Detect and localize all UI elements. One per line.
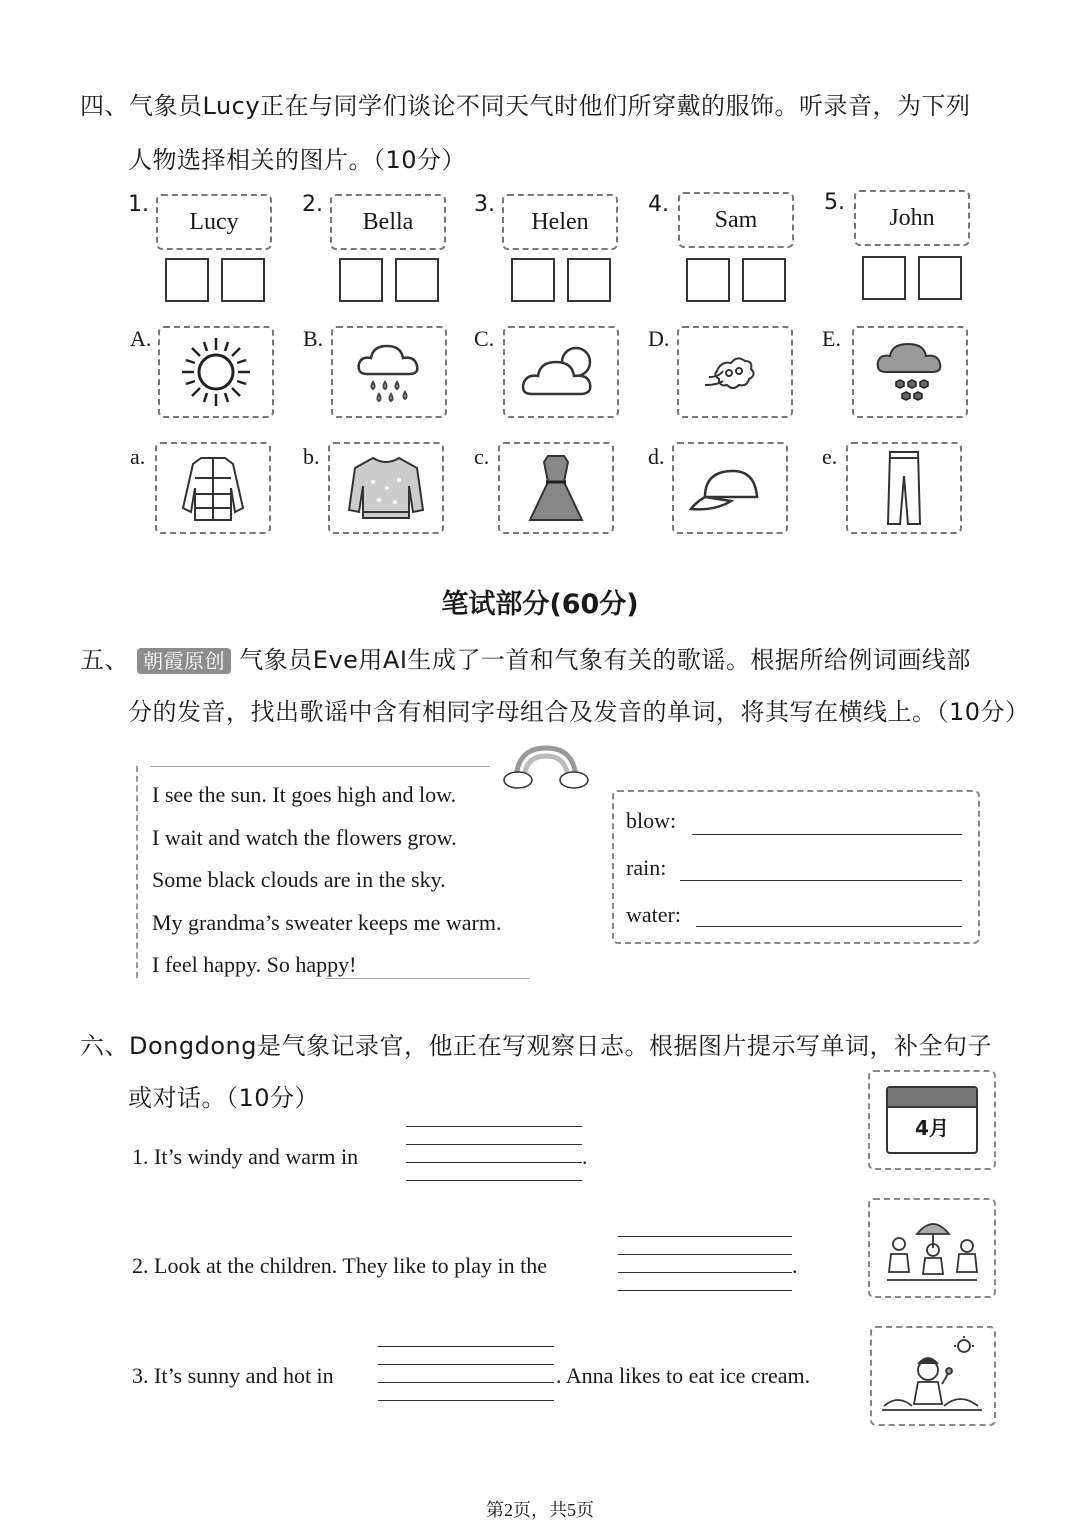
person-number: 2. xyxy=(302,192,323,217)
children-in-rain-icon xyxy=(877,1208,987,1288)
pants-icon xyxy=(874,446,934,530)
answer-box[interactable] xyxy=(511,258,555,302)
poem xyxy=(152,774,501,987)
question-3-tail: . Anna likes to eat ice cream. xyxy=(556,1363,811,1388)
clothes-option-d xyxy=(672,442,788,534)
dress-icon xyxy=(516,448,596,528)
question-3: 3. It’s sunny and hot in xyxy=(132,1363,334,1388)
poem-top-rule xyxy=(150,766,490,767)
person-number: 3. xyxy=(474,192,495,217)
summer-picture xyxy=(870,1326,996,1426)
answer-box[interactable] xyxy=(918,256,962,300)
sec5-line1: 气象员Eve用AI生成了一首和气象有关的歌谣。根据所给例词画线部 xyxy=(239,646,971,674)
answer-box[interactable] xyxy=(165,258,209,302)
sec6-num: 六、 xyxy=(80,1032,129,1060)
poem-line: I see the sun. It goes high and low. xyxy=(152,782,457,807)
answer-line[interactable] xyxy=(680,880,962,881)
girl-ice-cream-sun-icon xyxy=(878,1334,988,1418)
option-letter: d. xyxy=(648,444,665,469)
answer-box[interactable] xyxy=(567,258,611,302)
clothes-option-a xyxy=(155,442,271,534)
sec6-heading xyxy=(80,1026,992,1061)
option-letter: c. xyxy=(474,444,490,469)
cloudy-icon xyxy=(516,332,606,412)
calendar-month: 4月 xyxy=(915,1116,949,1140)
option-letter: b. xyxy=(303,444,320,469)
person-name-card: Sam xyxy=(678,192,794,248)
sec4-heading xyxy=(80,86,971,121)
person-name-card: Helen xyxy=(502,194,618,250)
person-name-card: Lucy xyxy=(156,194,272,250)
poem-line: Some black clouds are in the sky. xyxy=(152,867,446,892)
word-water: water: xyxy=(626,902,681,927)
calendar-icon xyxy=(886,1086,978,1154)
rain-children-picture xyxy=(868,1198,996,1298)
sec5-line2: 分的发音，找出歌谣中含有相同字母组合及发音的单词，将其写在横线上。（10分） xyxy=(128,698,1030,726)
option-letter: A. xyxy=(130,326,152,351)
person-number: 4. xyxy=(648,192,669,217)
sec6-line2: 或对话。（10分） xyxy=(128,1084,320,1112)
rainbow-icon xyxy=(500,740,590,792)
answer-box[interactable] xyxy=(742,258,786,302)
weather-option-c xyxy=(503,326,619,418)
poem-line: I wait and watch the flowers grow. xyxy=(152,824,457,850)
word-rain: rain: xyxy=(626,855,667,880)
person-number: 1. xyxy=(128,192,149,217)
sun-icon xyxy=(176,332,256,412)
word-blow: blow: xyxy=(626,808,677,833)
period: . xyxy=(792,1253,798,1278)
page-footer: 第2页，共5页 xyxy=(486,1500,594,1520)
snow-cloud-icon xyxy=(870,332,950,412)
question-2: 2. Look at the children. They like to play in the xyxy=(132,1253,548,1278)
option-letter: E. xyxy=(822,326,841,351)
person-name-card: John xyxy=(854,190,970,246)
answer-box[interactable] xyxy=(339,258,383,302)
sec6-line1: Dongdong是气象记录官，他正在写观察日志。根据图片提示写单词，补全句子 xyxy=(129,1032,992,1060)
sweater-icon xyxy=(343,448,429,528)
option-letter: D. xyxy=(648,326,670,351)
clothes-option-b xyxy=(328,442,444,534)
written-part-title: 笔试部分(60分) xyxy=(441,589,639,620)
answer-box[interactable] xyxy=(686,258,730,302)
option-letter: a. xyxy=(130,444,146,469)
windy-icon xyxy=(695,337,775,407)
question-1: 1. It’s windy and warm in xyxy=(132,1144,359,1169)
answer-line[interactable] xyxy=(696,926,962,927)
answer-line[interactable] xyxy=(692,834,962,835)
sec5-num: 五、 xyxy=(80,646,129,674)
answer-box[interactable] xyxy=(395,258,439,302)
sec4-line2: 人物选择相关的图片。（10分） xyxy=(128,146,467,174)
answer-panel xyxy=(612,790,980,944)
original-badge: 朝霞原创 xyxy=(137,648,231,674)
option-letter: e. xyxy=(822,444,838,469)
weather-option-b xyxy=(331,326,447,418)
weather-option-a xyxy=(158,326,274,418)
sec4-num: 四、 xyxy=(80,92,129,120)
poem-box xyxy=(136,766,566,978)
clothes-option-e xyxy=(846,442,962,534)
calendar-picture xyxy=(868,1070,996,1170)
rain-cloud-icon xyxy=(349,332,429,412)
period: . xyxy=(582,1144,588,1169)
answer-box[interactable] xyxy=(221,258,265,302)
jacket-icon xyxy=(173,448,253,528)
person-name-card: Bella xyxy=(330,194,446,250)
clothes-option-c xyxy=(498,442,614,534)
answer-box[interactable] xyxy=(862,256,906,300)
cap-icon xyxy=(685,453,775,523)
sec4-line1: 气象员Lucy正在与同学们谈论不同天气时他们所穿戴的服饰。听录音，为下列 xyxy=(129,92,971,120)
option-letter: C. xyxy=(474,326,495,351)
sec5-heading xyxy=(80,640,971,675)
poem-line: I feel happy. So happy! xyxy=(152,952,357,977)
person-number: 5. xyxy=(824,190,845,215)
option-letter: B. xyxy=(303,326,324,351)
poem-line: My grandma’s sweater keeps me warm. xyxy=(152,909,502,935)
poem-bottom-rule xyxy=(326,978,530,979)
weather-option-d xyxy=(677,326,793,418)
weather-option-e xyxy=(852,326,968,418)
